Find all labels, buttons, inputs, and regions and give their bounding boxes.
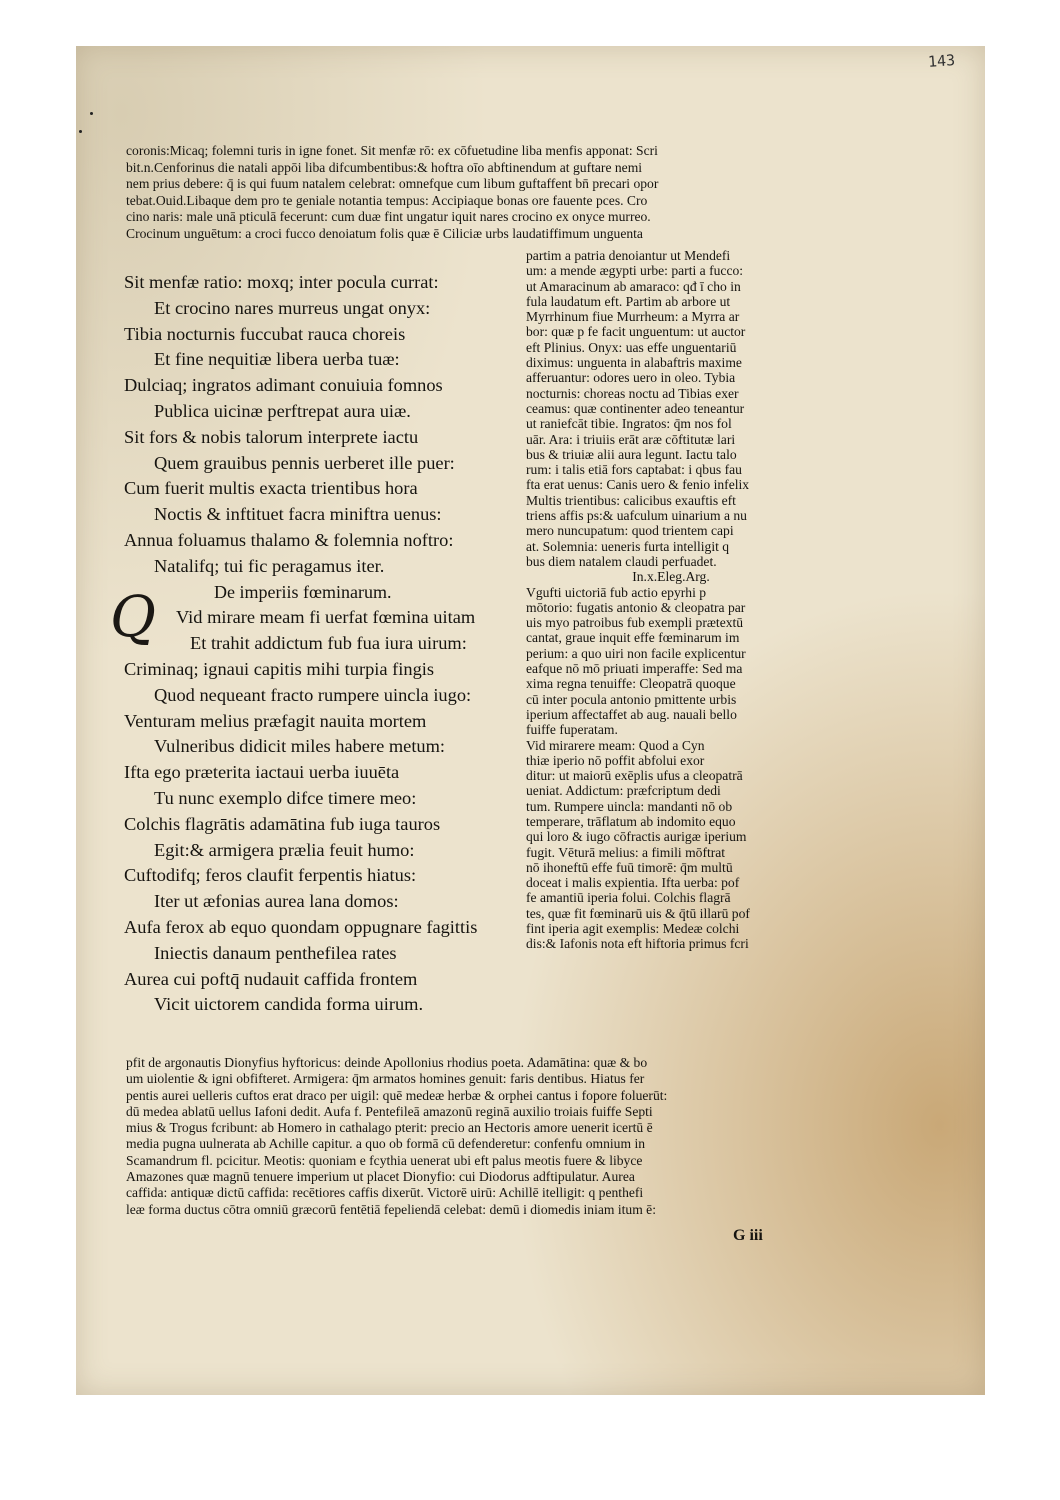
text-line: Scamandrum fl. pcicitur. Meotis: quoniam e fcythia uenerat ubi eft palus meotis fuere & libyce — [126, 1152, 643, 1168]
text-line: cino naris: male unā pticulā fecerunt: cum duæ fint ungatur iquit nares crocino ex onyce murreo. — [126, 209, 651, 225]
verse-line: Tu nunc exemplo difce timere meo: — [154, 787, 417, 808]
text-line: um uiolentie & igni obfifteret. Armigera: q̄m armatos homines genuit: faris dentibus. Hiatus fer — [126, 1071, 645, 1087]
text-line: iperium affectaffet ab aug. nauali bello — [526, 706, 737, 722]
verse-line: Quem grauibus pennis uerberet ille puer: — [154, 452, 455, 473]
text-line: coronis:Micaq; folemni turis in igne fonet. Sit menfæ rō: ex cōfuetudine liba menfis apponat: Scri — [126, 143, 658, 158]
text-line: Vid mirarere meam: Quod a Cyn — [526, 737, 705, 753]
text-line: pfit de argonautis Dionyfius hyftoricus: deinde Apollonius rhodius poeta. Adamātina: quæ & bo — [126, 1055, 648, 1070]
text-line: temperare, trāflatum ab indomito equo — [526, 813, 736, 829]
section-heading: De imperiis fœminarum. — [214, 581, 392, 602]
verse-line: Iniectis danaum penthefilea rates — [154, 942, 397, 963]
text-line: In.x.Eleg.Arg. — [632, 569, 710, 585]
text-line: fula laudatum eft. Partim ab arbore ut — [526, 293, 731, 309]
text-line: pentis aurei uelleris cuftos erat draco per uigil: quē medeæ herbæ & orphei cantus i fopore foluerūt: — [126, 1087, 668, 1103]
text-line: qui loro & iugo cōfractis aurigæ iperium — [526, 829, 747, 845]
text-line: bus & triuiæ alii aura legunt. Iactu talo — [526, 446, 737, 462]
signature-mark: G iii — [733, 1227, 763, 1244]
verse-line: Vicit uictorem candida forma uirum. — [154, 994, 424, 1015]
text-line: triens affis ps:& uafculum uinarium a nu — [526, 508, 747, 524]
commentary-bottom — [126, 1055, 816, 1218]
text-line: uār. Ara: i triuiis erāt aræ cōftitutæ lari — [526, 431, 736, 447]
verse-line: Egit:& armigera prælia feuit humo: — [154, 839, 415, 860]
text-line: bor: quæ p fe facit unguentum: ut auctor — [526, 324, 746, 340]
verse-line: Et fine nequitiæ libera uerba tuæ: — [154, 349, 400, 370]
folio-number: 143 — [927, 51, 956, 71]
text-line: perium: a quo uiri non facile explicentur — [526, 645, 746, 661]
text-line: eft Plinius. Onyx: uas effe unguentariū — [526, 339, 737, 355]
text-line: ditur: ut maiorū exēplis ufus a cleopatrā — [526, 768, 743, 784]
text-line: fuiffe fuperatam. — [526, 722, 618, 738]
verse-line: Sit menfæ ratio: moxq; inter pocula currat: — [124, 272, 439, 292]
text-line: rum: i talis etiā fors captabat: i qbus fau — [526, 462, 742, 478]
text-line: tebat.Ouid.Libaque dem pro te geniale notantia tempus: Accipiaque bonas ore fauente pces. Cro — [126, 192, 648, 208]
text-line: cū inter pocula antonio pmittente urbis — [526, 691, 737, 707]
text-line: tes, quæ fit fœminarū uis & q̄tū illarū pof — [526, 905, 750, 921]
verse-line: Et trahit addictum fub fua iura uirum: — [190, 633, 467, 654]
side-commentary — [526, 248, 816, 952]
verse-line: Noctis & inftituet facra miniftra uenus: — [154, 504, 442, 525]
text-line: caffida: antiquæ dictū caffida: recētiores caffis dixerūt. Victorē uirū: Achillē itelligit: q penthefi — [126, 1185, 644, 1201]
text-line: doceat i malis expientia. Ifta uerba: pof — [526, 875, 740, 891]
text-line: bit.n.Cenforinus die natali appōi liba difcumbentibus:& hoftra oīo abftinendum at guftare nemi — [126, 159, 643, 175]
verse-line: Cuftodifq; feros claufit ferpentis hiatus: — [124, 865, 417, 886]
text-line: nocturnis: choreas noctu ad Tibias exer — [526, 385, 739, 401]
verse-line: Sit fors & nobis talorum interprete iactu — [124, 426, 419, 447]
ink-speck — [90, 112, 93, 115]
verse-line: Criminaq; ignaui capitis mihi turpia fingis — [124, 658, 435, 679]
text-line: xima regna tenuiffe: Cleopatrā quoque — [526, 676, 736, 692]
text-line: ut raniefcāt tibie. Ingratos: q̄m nos fol — [526, 416, 732, 432]
text-line: fint iperia agit exemplis: Medeæ colchi — [526, 921, 740, 937]
verse-line: Aufa ferox ab equo quondam oppugnare fagittis — [124, 916, 478, 937]
text-line: fta erat uenus: Canis uero & fenio infelix — [526, 477, 750, 493]
text-line: media pugna uulnerata ab Achille capitur. a quo ob formā cū defenderetur: confenfu omnium in — [126, 1136, 646, 1152]
text-line: mero nuncupatum: quod trientem capi — [526, 523, 734, 539]
verse-line: Cum fuerit multis exacta trientibus hora — [124, 478, 418, 499]
verse-line: Et crocino nares murreus ungat onyx: — [154, 297, 431, 318]
verse-line: Vid mirare meam fi uerfat fœmina uitam — [176, 607, 476, 628]
text-line: eafque nō mō priuati imperaffe: Sed ma — [526, 661, 743, 677]
verse-line: Natalifq; tui fic peragamus iter. — [154, 555, 385, 576]
text-line: thiæ iperio nō poffit abfolui exor — [526, 752, 705, 768]
text-line: nem prius debere: q̄ is qui fuum natalem celebrat: omnefque cum libum guftaffent bn̄ precari opor — [126, 176, 659, 192]
text-line: dis:& Iafonis nota eft hiftoria primus fcri — [526, 936, 749, 952]
text-line: uis myo patroibus fub exempli prætextū — [526, 615, 744, 631]
verse-line: Vulneribus didicit miles habere metum: — [154, 736, 446, 757]
text-line: ut Amaracinum ab amaraco: qđ ī cho in — [526, 278, 741, 294]
text-line: mius & Trogus fcribunt: ab Homero in cathalago pterit: precio an Hectoris amore uenerit icertū ē — [126, 1120, 653, 1136]
verse-line: Annua foluamus thalamo & folemnia noftro: — [124, 529, 454, 550]
text-line: ceamus: quæ continenter adeo teneantur — [526, 400, 745, 416]
verse-line: Dulciaq; ingratos adimant conuiuia fomnos — [124, 375, 443, 396]
text-line: Crocinum unguētum: a croci fucco denoiatum folis quæ ē Ciliciæ urbs laudatiffimum unguenta — [126, 225, 643, 241]
verse-line: Colchis flagrātis adamātina fub iuga tauros — [124, 813, 441, 834]
text-line: Myrrhinum fiue Murrheum: a Myrra ar — [526, 309, 740, 325]
text-line: um: a mende ægypti urbe: parti a fucco: — [526, 263, 744, 279]
text-line: bus diem natalem claudi perfuadet. — [526, 553, 717, 569]
text-line: ueniat. Addictum: præfcriptum dedi — [526, 783, 721, 799]
verse-line: Quod nequeant fracto rumpere uincla iugo: — [154, 684, 472, 705]
text-line: cantat, graue inquit effe fœminarum im — [526, 630, 740, 646]
initial-letter: Q — [110, 585, 156, 650]
text-line: partim a patria denoiantur ut Mendefi — [526, 248, 731, 263]
text-line: nō ihoneftū effe fuū timorē: q̄m multū — [526, 859, 733, 875]
ink-speck — [79, 130, 82, 133]
text-line: Multis trientibus: calicibus exauftis eft — [526, 492, 736, 508]
verse-line: Publica uicinæ perftrepat aura uiæ. — [154, 400, 411, 421]
verse-block — [124, 270, 516, 1018]
text-line: afferuantur: odores uero in oleo. Tybia — [526, 370, 736, 386]
verse-line: Venturam melius præfagit nauita mortem — [124, 710, 427, 731]
commentary-top — [126, 143, 816, 243]
verse-line: Aurea cui poftq̄ nudauit caffida frontem — [124, 968, 418, 989]
text-line: Vgufti uictoriā fub actio epyrhi p — [526, 584, 707, 600]
text-line: mōtorio: fugatis antonio & cleopatra par — [526, 599, 746, 615]
text-line: fugit. Vēturā melius: a fimili mōftrat — [526, 844, 726, 860]
text-line: Amazones quæ magnū tenuere imperium ut placet Dionyfio: cui Diodorus adftipulatur. Aurea — [126, 1169, 635, 1185]
text-line: diximus: unguenta in alabaftris maxime — [526, 355, 742, 371]
verse-line: Tibia nocturnis fuccubat rauca choreis — [124, 323, 406, 344]
text-line: dū medea ablatū uellus Iafoni dedit. Aufa f. Pentefileā amazonū reginā auxilio troiais fuiffe Septi — [126, 1103, 653, 1119]
text-line: fe amantiū iperia folui. Colchis flagrā — [526, 890, 731, 906]
text-line: at. Solemnia: ueneris furta intelligit q — [526, 538, 730, 554]
verse-line: Iter ut æfonias aurea lana domos: — [154, 891, 399, 912]
text-line: leæ forma ductus cōtra omniū græcorū fentētiā fepeliendā celebat: demū i diomedis iniam itum ē: — [126, 1201, 656, 1217]
text-line: tum. Rumpere uincla: mandanti nō ob — [526, 798, 733, 814]
verse-line: Ifta ego præterita iactaui uerba iuuēta — [124, 762, 400, 783]
